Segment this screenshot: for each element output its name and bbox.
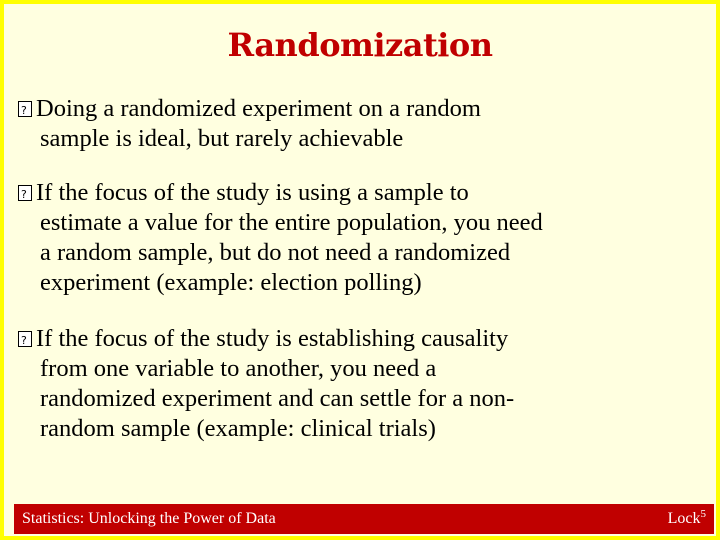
bullet-line: If the focus of the study is establishing causality — [36, 325, 509, 352]
footer-author-name: Lock — [667, 510, 701, 527]
bullet-line: estimate a value for the entire population, you need — [40, 209, 543, 236]
footer-author-superscript: 5 — [700, 508, 706, 520]
bullet-line: Doing a randomized experiment on a random — [36, 95, 481, 122]
bullet-item — [18, 324, 708, 444]
bullet-line: random sample (example: clinical trials) — [40, 415, 436, 442]
bullet-line: a random sample, but do not need a randomized — [40, 239, 511, 266]
missing-glyph-bullet-icon — [18, 185, 32, 201]
bullet-line: sample is ideal, but rarely achievable — [40, 125, 404, 152]
bullet-line: experiment (example: election polling) — [40, 269, 422, 296]
bullet-line: randomized experiment and can settle for a non- — [40, 385, 515, 412]
footer-bar — [14, 504, 714, 534]
bullet-line: If the focus of the study is using a sample to — [36, 179, 469, 206]
footer-book-title: Statistics: Unlocking the Power of Data — [22, 510, 276, 527]
footer-author — [668, 508, 706, 528]
bullet-line: from one variable to another, you need a — [40, 355, 437, 382]
bullet-item — [18, 94, 708, 154]
missing-glyph-bullet-icon — [18, 331, 32, 347]
slide-title: Randomization — [227, 26, 493, 64]
missing-glyph-bullet-icon — [18, 101, 32, 117]
bullet-item — [18, 178, 708, 298]
